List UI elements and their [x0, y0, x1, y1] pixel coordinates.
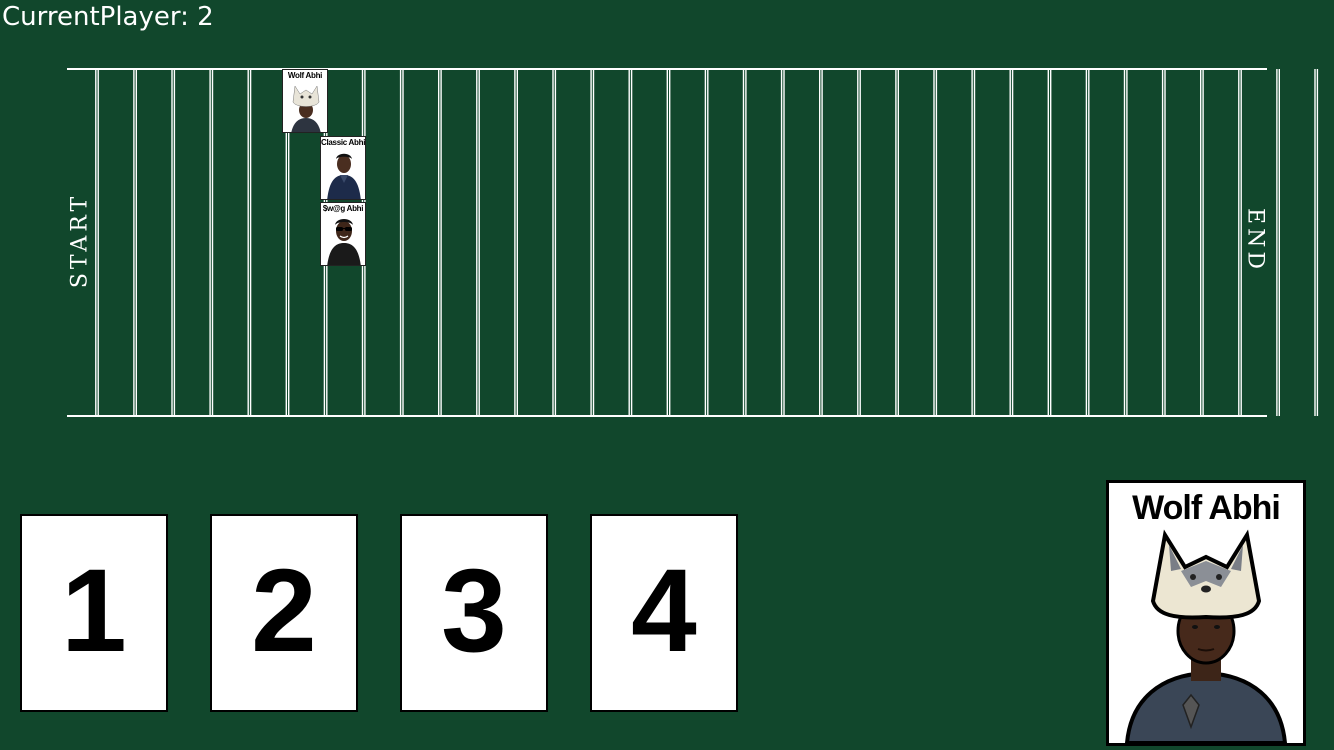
move-card-3[interactable] [400, 514, 548, 712]
card-number: 2 [251, 545, 317, 677]
current-player-label: CurrentPlayer: 2 [2, 2, 214, 32]
current-character-card [1106, 480, 1306, 746]
card-number: 4 [631, 545, 697, 677]
card-number: 1 [61, 545, 127, 677]
classic-abhi-token-icon [321, 147, 366, 200]
token-classic-abhi [320, 136, 366, 200]
move-card-4[interactable] [590, 514, 738, 712]
yard-lines [67, 69, 1317, 416]
start-label: START [67, 192, 93, 289]
move-card-2[interactable] [210, 514, 358, 712]
token-name: Wolf Abhi [287, 71, 323, 80]
token-name: $w@g Abhi [322, 204, 364, 213]
swag-abhi-token-icon [321, 213, 366, 266]
card-number: 3 [441, 545, 507, 677]
wolf-abhi-token-icon [283, 80, 328, 133]
end-label: END [1242, 208, 1268, 273]
token-name: Classic Abhi [321, 138, 366, 147]
character-name: Wolf Abhi [1132, 489, 1280, 527]
wolf-abhi-portrait-icon [1109, 527, 1303, 743]
token-wolf-abhi [282, 69, 328, 133]
move-card-1[interactable] [20, 514, 168, 712]
token-swag-abhi [320, 202, 366, 266]
